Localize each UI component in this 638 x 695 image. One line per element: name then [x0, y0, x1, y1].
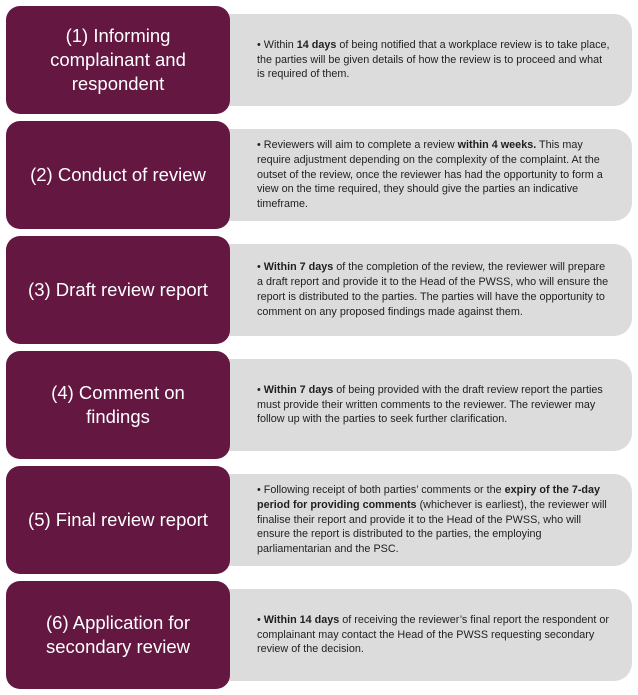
- process-step: [6, 6, 632, 114]
- step-description-box: [221, 14, 632, 106]
- step-title: (1) Informing complainant and respondent: [6, 6, 230, 114]
- process-step: [6, 236, 632, 344]
- step-description: • Within 7 days of the completion of the review, the reviewer will prepare a draft report and provide it to the Head of the PWSS, who will ensure the report is distributed to the parties. The parties will have the opportunity to comment on any proposed findings made against them.: [257, 261, 609, 318]
- step-title: (4) Comment on findings: [6, 351, 230, 459]
- step-description-box: [221, 589, 632, 681]
- step-description: • Reviewers will aim to complete a review within 4 weeks. This may require adjustment depending on the complexity of the complaint. At the outset of the review, once the reviewer has had the opportunity to form a view on the time required, they should give the parties an indicative timeframe.: [257, 138, 603, 211]
- step-description: • Within 14 days of receiving the reviewer’s final report the respondent or complainant may contact the Head of the PWSS requesting secondary review of the decision.: [257, 613, 609, 656]
- step-description-box: [221, 474, 632, 566]
- step-description: • Within 14 days of being notified that a workplace review is to take place, the parties will be given details of how the review is to proceed and what is required of them.: [257, 38, 610, 81]
- process-step: [6, 121, 632, 229]
- step-description-box: [221, 244, 632, 336]
- step-title: (6) Application for secondary review: [6, 581, 230, 689]
- step-description-box: [221, 129, 632, 221]
- process-step: [6, 581, 632, 689]
- step-description: • Following receipt of both parties’ comments or the expiry of the 7-day period for providing comments (whichever is earliest), the reviewer will finalise their report and provide it to the Head of the PWSS, who will ensure the report is distributed to the parties, the employing parliamentarian and the PSC.: [257, 483, 607, 556]
- step-description-box: [221, 359, 632, 451]
- step-title: (3) Draft review report: [6, 236, 230, 344]
- process-step: [6, 351, 632, 459]
- step-description: • Within 7 days of being provided with the draft review report the parties must provide their written comments to the reviewer. The reviewer may follow up with the parties to seek further clarification.: [257, 383, 603, 426]
- process-step: [6, 466, 632, 574]
- step-title: (5) Final review report: [6, 466, 230, 574]
- step-title: (2) Conduct of review: [6, 121, 230, 229]
